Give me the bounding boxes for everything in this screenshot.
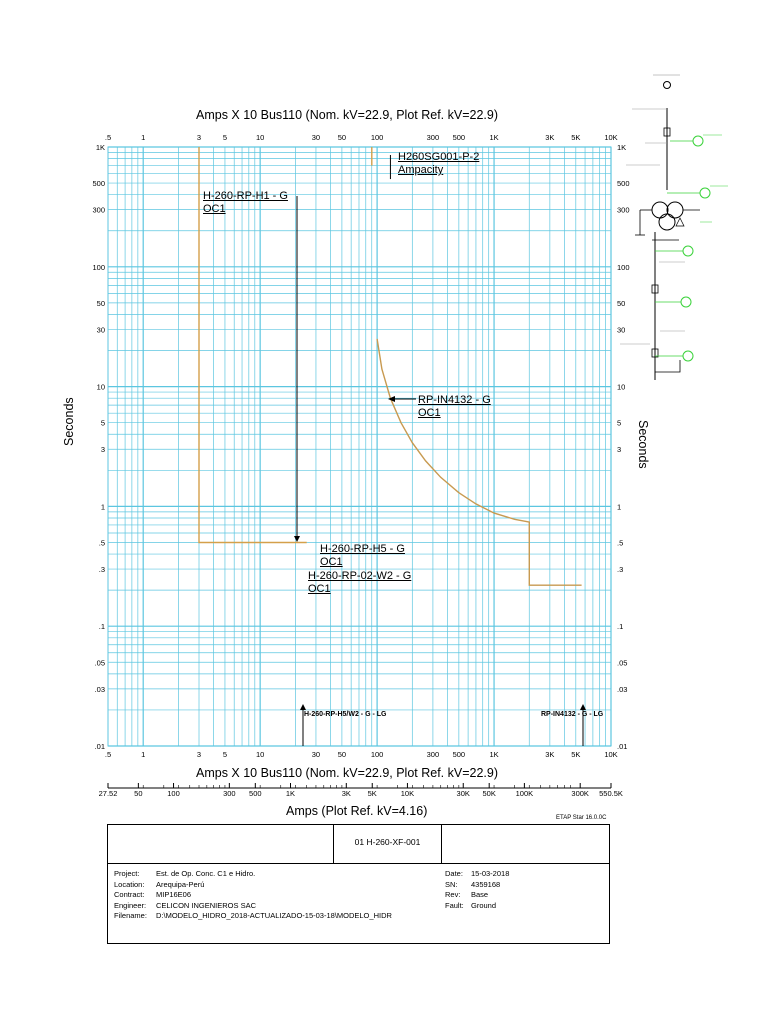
y-tick-label-right: .1 [617,622,624,632]
relay-symbol [693,136,703,146]
secondary-tick-label: 50K [482,789,496,798]
annotation-line: RP-IN4132 - G [418,394,491,406]
secondary-tick-label: 300K [571,789,589,798]
y-tick-label-right: .3 [617,565,624,575]
y-tick-label-left: .5 [98,538,105,548]
secondary-tick-label: 300 [223,789,236,798]
info-value: Est. de Op. Conc. C1 e Hidro. [156,869,256,878]
bottom-marker-head [300,704,306,710]
info-key: Filename: [114,911,147,920]
drawing-title-row [108,825,609,863]
info-key: Fault: [445,900,464,910]
y-tick-label-right: 1K [617,143,627,152]
info-value: Arequipa-Perú [156,879,205,889]
x-tick-label-bottom: 5 [222,750,228,759]
relay-symbol [683,351,693,361]
project-info [114,869,392,922]
delta-symbol [676,218,684,226]
info-value: Ground [471,900,497,910]
info-key: Contract: [114,890,145,899]
source-symbol [664,82,671,89]
x-tick-label-top: 10 [255,133,265,142]
annotation-line: OC1 [203,203,226,215]
secondary-tick-label: 30K [456,789,470,798]
x-tick-label-bottom: 30 [311,750,321,759]
annotation-line: H260SG001-P-2 [398,151,480,163]
x-tick-label-top: 500 [452,133,466,142]
annotation-in4132[interactable] [418,394,491,420]
relay-symbol [700,188,710,198]
series-line [377,339,581,585]
software-version: ETAP Star 16.0.0C [556,815,607,821]
info-key: Date: [445,869,463,878]
y-tick-label-right: .03 [617,684,628,694]
secondary-tick-label: 100K [515,789,534,798]
title-cell-right [441,825,609,863]
x-tick-label-bottom: 3K [545,750,555,759]
y-tick-label-left: 1 [100,502,105,512]
y-tick-label-right: 10 [617,382,626,392]
y-tick-label-left: 30 [96,325,105,335]
chart-title-top: Amps X 10 Bus110 (Nom. kV=22.9, Plot Ref. kV=22.9) [196,108,499,122]
secondary-tick-label: 550.5K [599,789,623,798]
x-tick-label-bottom: 500 [452,750,466,759]
x-tick-label-top: 10K [604,133,618,142]
y-tick-label-left: 50 [96,298,105,308]
y-tick-label-right: 100 [617,262,630,272]
x-tick-label-top: 1K [489,133,499,142]
x-tick-label-bottom: 100 [370,750,384,759]
y-tick-label-left: .1 [98,622,105,632]
y-tick-label-left: 100 [92,262,105,272]
drawing-name: 01 H-260-XF-001 [354,837,421,847]
feeder-line [655,360,680,372]
x-tick-label-bottom: 10 [255,750,265,759]
annotation-line: H-260-RP-H5 - G [320,543,405,555]
info-value: D:\MODELO_HIDRO_2018-ACTUALIZADO-15-03-18\MODELO_HIDR [156,911,392,920]
info-key: Location: [114,879,145,889]
x-tick-label-bottom: 5K [571,750,581,759]
x-tick-label-top: 50 [337,133,347,142]
y-tick-label-right: .5 [617,538,624,548]
annotation-line: OC1 [320,556,343,568]
annotation-line: H-260-RP-H1 - G [203,190,288,202]
info-value: Base [471,890,489,899]
y-tick-label-right: 30 [617,325,626,335]
x-tick-label-bottom: 3 [196,750,202,759]
secondary-axis [99,783,623,798]
secondary-tick-label: 27.52 [98,789,118,798]
y-tick-label-left: 3 [100,445,105,455]
info-key: Project: [114,869,140,878]
y-tick-label-left: 300 [92,205,105,215]
info-value: CELICON INGENIEROS SAC [156,900,257,910]
y-tick-label-right: 500 [617,179,630,189]
y-tick-label-right: 50 [617,298,626,308]
transformer-winding [659,214,675,230]
secondary-tick-label: 3K [341,789,351,798]
transformer-winding [652,202,668,218]
secondary-tick-label: 1K [285,789,296,798]
y-tick-label-right: 1 [617,502,622,512]
info-value: MIP16E06 [156,890,192,899]
divider [108,863,609,864]
info-key: SN: [445,879,458,889]
x-tick-label-top: 300 [426,133,440,142]
y-tick-label-left: .03 [94,684,105,694]
title-block [107,824,610,944]
relay-symbol [683,246,693,256]
y-axis-label-left: Seconds [62,397,76,446]
x-tick-label-top: 100 [370,133,384,142]
x-tick-label-bottom: .5 [104,750,112,759]
y-tick-label-left: 1K [95,143,105,152]
x-tick-label-top: 1 [141,133,146,142]
y-tick-label-left: .01 [94,742,105,751]
info-key: Rev: [445,890,461,899]
axis-ticks [92,133,629,759]
secondary-tick-label: 10K [400,789,415,798]
x-tick-label-bottom: 1K [489,750,499,759]
chart-title-bottom: Amps X 10 Bus110 (Nom. kV=22.9, Plot Ref. kV=22.9) [196,766,499,780]
info-key: Engineer: [114,900,147,910]
x-tick-label-bottom: 10K [604,750,618,759]
y-tick-label-left: 5 [100,418,105,428]
x-tick-label-top: .5 [104,133,112,142]
h1-arrow-head [294,536,300,542]
annotation-h1[interactable] [203,190,288,216]
annotation-line: OC1 [308,583,331,595]
one-line-diagram [620,75,728,380]
title-cell-left [108,825,334,863]
annotation-line: Ampacity [398,164,444,176]
study-info [445,869,509,911]
annotation-ampacity[interactable] [398,151,479,177]
annotation-line: H-260-RP-02-W2 - G [308,570,412,582]
x-tick-label-bottom: 50 [337,750,347,759]
annotation-w2[interactable] [308,570,411,596]
x-tick-label-bottom: 1 [141,750,146,759]
y-tick-label-right: 300 [617,205,630,215]
y-tick-label-right: .01 [617,742,628,751]
x-tick-label-top: 5K [571,133,581,142]
bottom-marker-label: H-260-RP-H5/W2 - G - LG [304,711,387,718]
y-tick-label-right: .05 [617,658,628,668]
annotation-line: OC1 [418,407,441,419]
annotation-h5[interactable] [320,543,405,569]
transformer-winding [667,202,683,218]
x-tick-label-bottom: 300 [426,750,440,759]
secondary-tick-label: 100 [167,789,180,798]
y-tick-label-left: .05 [94,658,105,668]
plot-frame [108,147,611,746]
x-tick-label-top: 3K [545,133,555,142]
y-tick-label-right: 5 [617,418,622,428]
secondary-tick-label: 500 [249,789,262,798]
y-axis-label-right: Seconds [636,420,650,469]
x-tick-label-top: 5 [222,133,228,142]
grid [108,147,611,746]
secondary-axis-label: Amps (Plot Ref. kV=4.16) [286,804,428,818]
bottom-marker-label: RP-IN4132 - G - LG [541,711,604,718]
info-value: 4359168 [471,879,501,889]
secondary-tick-label: 50 [134,789,143,798]
y-tick-label-right: 3 [617,445,622,455]
y-tick-label-left: 10 [96,382,105,392]
y-tick-label-left: 500 [92,179,105,189]
y-tick-label-left: .3 [98,565,105,575]
secondary-tick-label: 5K [367,789,377,798]
info-value: 15-03-2018 [471,869,510,878]
relay-symbol [681,297,691,307]
x-tick-label-top: 3 [196,133,202,142]
x-tick-label-top: 30 [311,133,321,142]
